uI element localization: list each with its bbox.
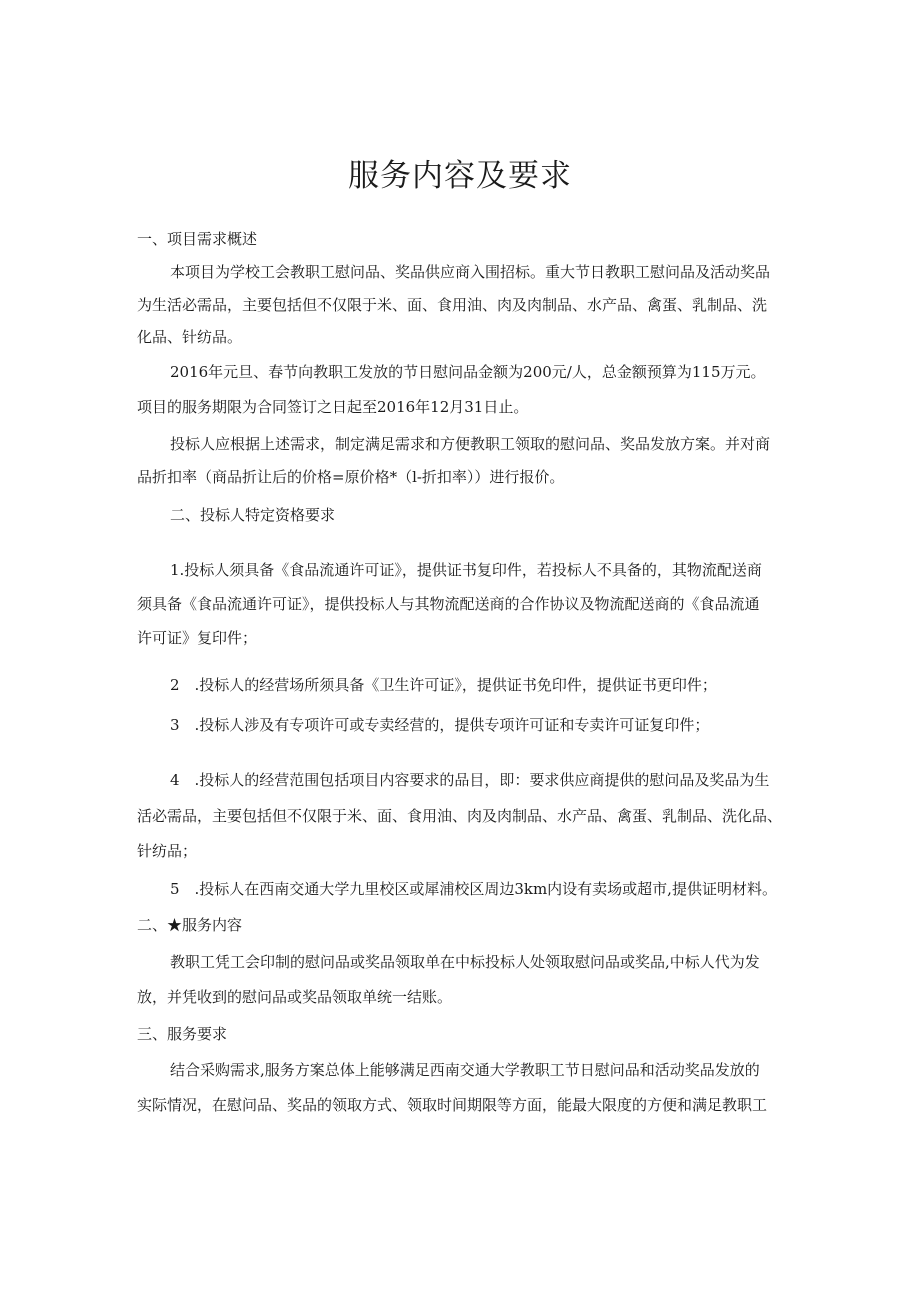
list-item: 4 .投标人的经营范围包括项目内容要求的品目，即：要求供应商提供的慰问品及奖品为生	[170, 771, 770, 789]
paragraph-line: 实际情况，在慰问品、奖品的领取方式、领取时间期限等方面，能最大限度的方便和满足教职工	[137, 1096, 768, 1114]
paragraph-line: 针纺品；	[137, 842, 198, 860]
section-heading-3: 二、★服务内容	[137, 916, 243, 934]
section-heading-2: 二、投标人特定资格要求	[170, 506, 336, 524]
paragraph-line: 须具备《食品流通许可证》，提供投标人与其物流配送商的合作协议及物流配送商的《食品流通	[137, 595, 760, 613]
list-item: 5 .投标人在西南交通大学九里校区或犀浦校区周边3km内设有卖场或超市,提供证明材料。	[170, 880, 777, 898]
paragraph-line: 为生活必需品，主要包括但不仅限于米、面、食用油、肉及肉制品、水产品、禽蛋、乳制品、洗	[137, 296, 768, 314]
paragraph-line: 许可证》复印件；	[137, 629, 258, 647]
paragraph-line: 教职工凭工会印制的慰问品或奖品领取单在中标投标人处领取慰问品或奖品,中标人代为发	[170, 953, 760, 971]
paragraph-line: 结合采购需求,服务方案总体上能够满足西南交通大学教职工节日慰问品和活动奖品发放的	[170, 1061, 760, 1079]
paragraph-line: 化品、针纺品。	[137, 328, 243, 346]
paragraph-line: 项目的服务期限为合同签订之日起至2016年12月31日止。	[137, 398, 529, 416]
list-item: 3 .投标人涉及有专项许可或专卖经营的，提供专项许可证和专卖许可证复印件；	[170, 716, 710, 734]
section-heading-4: 三、服务要求	[137, 1025, 228, 1043]
list-item: 1.投标人须具备《食品流通许可证》，提供证书复印件，若投标人不具备的，其物流配送商	[170, 561, 762, 579]
section-heading-1: 一、项目需求概述	[137, 230, 258, 248]
page-title: 服务内容及要求	[348, 158, 572, 194]
paragraph-line: 投标人应根据上述需求，制定满足需求和方便教职工领取的慰问品、奖品发放方案。并对商	[170, 435, 771, 453]
paragraph-line: 2016年元旦、春节向教职工发放的节日慰问品金额为200元/人，总金额预算为115万元。	[170, 363, 766, 381]
paragraph-line: 活必需品，主要包括但不仅限于米、面、食用油、肉及肉制品、水产品、禽蛋、乳制品、洗化品、	[137, 807, 783, 825]
paragraph-line: 本项目为学校工会教职工慰问品、奖品供应商入围招标。重大节日教职工慰问品及活动奖品	[170, 263, 771, 281]
list-item: 2 .投标人的经营场所须具备《卫生许可证》，提供证书免印件，提供证书更印件；	[170, 676, 717, 694]
paragraph-line: 放，并凭收到的慰问品或奖品领取单统一结账。	[137, 988, 453, 1006]
paragraph-line: 品折扣率（商品折让后的价格=原价格*（l-折扣率））进行报价。	[137, 468, 565, 486]
